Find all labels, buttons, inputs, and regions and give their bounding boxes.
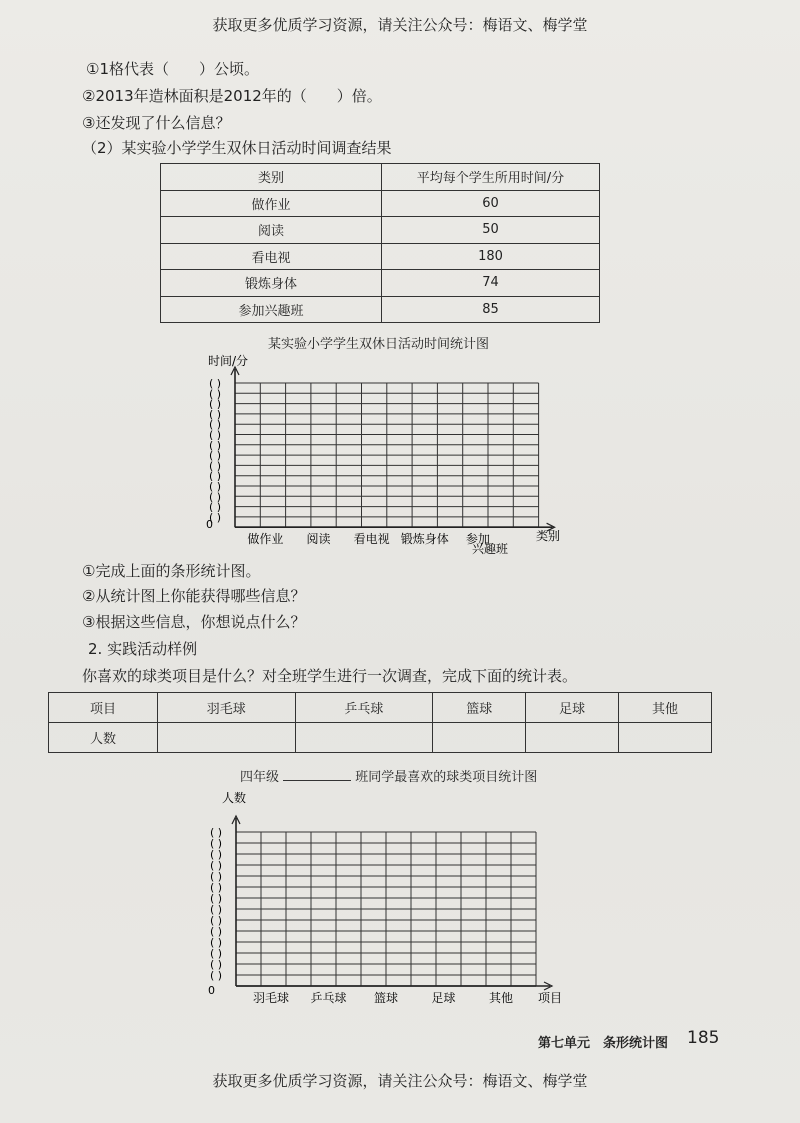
table-row (161, 217, 600, 244)
table-header-cell: 足球 (526, 693, 619, 723)
chart1-category-second-line: 兴趣班 (472, 542, 509, 556)
chart1-category-label: 阅读 (306, 532, 331, 547)
chart2-tick-label: ( ) (210, 969, 223, 982)
table-header-cell: 类别 (161, 164, 382, 191)
chart2-title-prefix: 四年级 (240, 770, 280, 785)
unit-footer-label: 第七单元 条形统计图 (538, 1036, 669, 1051)
chart1-tick-label: ( ) (209, 449, 222, 463)
chart2-tick-label: ( ) (210, 914, 223, 927)
practice-instruction: 你喜欢的球类项目是什么？对全班学生进行一次调查，完成下面的统计表。 (82, 667, 578, 685)
chart1-tick-label: ( ) (209, 480, 222, 493)
chart2-tick-label: ( ) (210, 958, 223, 971)
chart1-tick-label: ( ) (209, 397, 222, 411)
chart2-tick-label: ( ) (210, 892, 223, 905)
table-row (49, 723, 712, 753)
table-cell-blank (619, 723, 712, 753)
chart2-title (240, 766, 537, 785)
chart1-tick-label: ( ) (209, 459, 222, 473)
section-practice-heading: 2. 实践活动样例 (88, 640, 198, 658)
table-header-cell: 平均每个学生所用时间/分 (382, 164, 600, 191)
footer-watermark-text: 获取更多优质学习资源，请关注公众号：梅语文、梅学堂 (212, 1072, 588, 1090)
table-cell: 做作业 (161, 190, 382, 217)
chart1-tick-label: ( ) (209, 418, 222, 432)
chart2-category-label: 羽毛球 (252, 991, 290, 1005)
table-row-label: 人数 (49, 723, 158, 753)
chart1-category-label: 看电视 (353, 532, 390, 547)
chart2-tick-label: ( ) (210, 826, 223, 839)
chart1-tick-label: ( ) (209, 469, 222, 483)
chart1-title: 某实验小学学生双休日活动时间统计图 (268, 337, 490, 352)
chart2-tick-label: ( ) (210, 837, 223, 850)
question-info: ②从统计图上你能获得哪些信息？ (82, 587, 306, 605)
chart2-y-axis-label: 人数 (222, 791, 247, 805)
table-cell: 74 (382, 270, 600, 297)
chart1-tick-label: ( ) (209, 438, 222, 452)
ball-sports-table (48, 692, 712, 753)
table-cell-blank (526, 723, 619, 753)
table-cell: 60 (382, 190, 600, 217)
table-cell-blank (158, 723, 296, 753)
chart1-category-label: 锻炼身体 (400, 532, 449, 547)
table-cell: 看电视 (161, 243, 382, 270)
chart1-category-label: 参加 (465, 532, 490, 547)
chart1-tick-label: ( ) (209, 490, 222, 504)
table-cell: 50 (382, 217, 600, 244)
table-header-cell: 羽毛球 (158, 693, 296, 723)
chart1-origin-label: 0 (206, 518, 213, 531)
table-header-row (49, 693, 712, 723)
chart2-tick-label: ( ) (210, 936, 223, 949)
chart2-x-axis-label: 项目 (538, 991, 563, 1005)
table-row (161, 296, 600, 323)
chart1-tick-label: ( ) (209, 500, 222, 514)
header-watermark-text: 获取更多优质学习资源，请关注公众号：梅语文、梅学堂 (212, 16, 588, 34)
chart1-y-axis-label: 时间/分 (208, 354, 249, 368)
chart2-category-label: 足球 (431, 991, 456, 1005)
chart2-tick-label: ( ) (210, 870, 223, 883)
chart2-tick-label: ( ) (210, 859, 223, 872)
chart2-title-suffix: 班同学最喜欢的球类项目统计图 (355, 770, 538, 785)
chart2-origin-label: 0 (208, 984, 215, 997)
table-cell: 阅读 (161, 217, 382, 244)
table-header-cell: 项目 (49, 693, 158, 723)
chart2-tick-label: ( ) (210, 848, 223, 861)
chart1-tick-label: ( ) (209, 377, 222, 390)
table-row (161, 243, 600, 270)
table-cell: 180 (382, 243, 600, 270)
question-1: ①1格代表（ ）公顷。 (86, 60, 259, 78)
chart2-category-label: 其他 (488, 991, 514, 1005)
table-cell: 85 (382, 296, 600, 323)
question-3: ③还发现了什么信息？ (82, 114, 231, 132)
table-header-row (161, 164, 600, 191)
table-cell: 锻炼身体 (161, 270, 382, 297)
chart2-tick-label: ( ) (210, 947, 223, 960)
chart2-tick-label: ( ) (210, 925, 223, 938)
question-opinion: ③根据这些信息，你想说点什么？ (82, 613, 306, 631)
table-header-cell: 乒乓球 (295, 693, 433, 723)
chart2-tick-label: ( ) (210, 903, 223, 916)
chart1-category-label: 做作业 (247, 532, 284, 547)
question-complete-chart: ①完成上面的条形统计图。 (82, 562, 261, 580)
chart1-tick-label: ( ) (209, 510, 222, 524)
chart2-category-label: 篮球 (373, 991, 399, 1005)
chart2-tick-label: ( ) (210, 881, 223, 894)
table-cell-blank (295, 723, 433, 753)
table-header-cell: 其他 (619, 693, 712, 723)
chart1-tick-label: ( ) (209, 387, 222, 401)
ball-sports-bar-chart-grid (188, 784, 578, 1010)
chart1-tick-label: ( ) (209, 407, 222, 421)
table-header-cell: 篮球 (433, 693, 526, 723)
chart1-x-axis-label: 类别 (536, 529, 561, 543)
class-name-blank (283, 768, 351, 781)
activity-bar-chart-grid (190, 350, 580, 560)
page-number: 185 (687, 1028, 720, 1048)
table-row (161, 270, 600, 297)
section-survey-heading: （2）某实验小学学生双休日活动时间调查结果 (82, 139, 392, 157)
chart2-category-label: 乒乓球 (310, 991, 347, 1005)
table-row (161, 190, 600, 217)
table-cell: 参加兴趣班 (161, 296, 382, 323)
chart1-tick-label: ( ) (209, 428, 222, 442)
activity-time-table (160, 163, 600, 323)
question-2: ②2013年造林面积是2012年的（ ）倍。 (82, 87, 382, 105)
table-cell-blank (433, 723, 526, 753)
